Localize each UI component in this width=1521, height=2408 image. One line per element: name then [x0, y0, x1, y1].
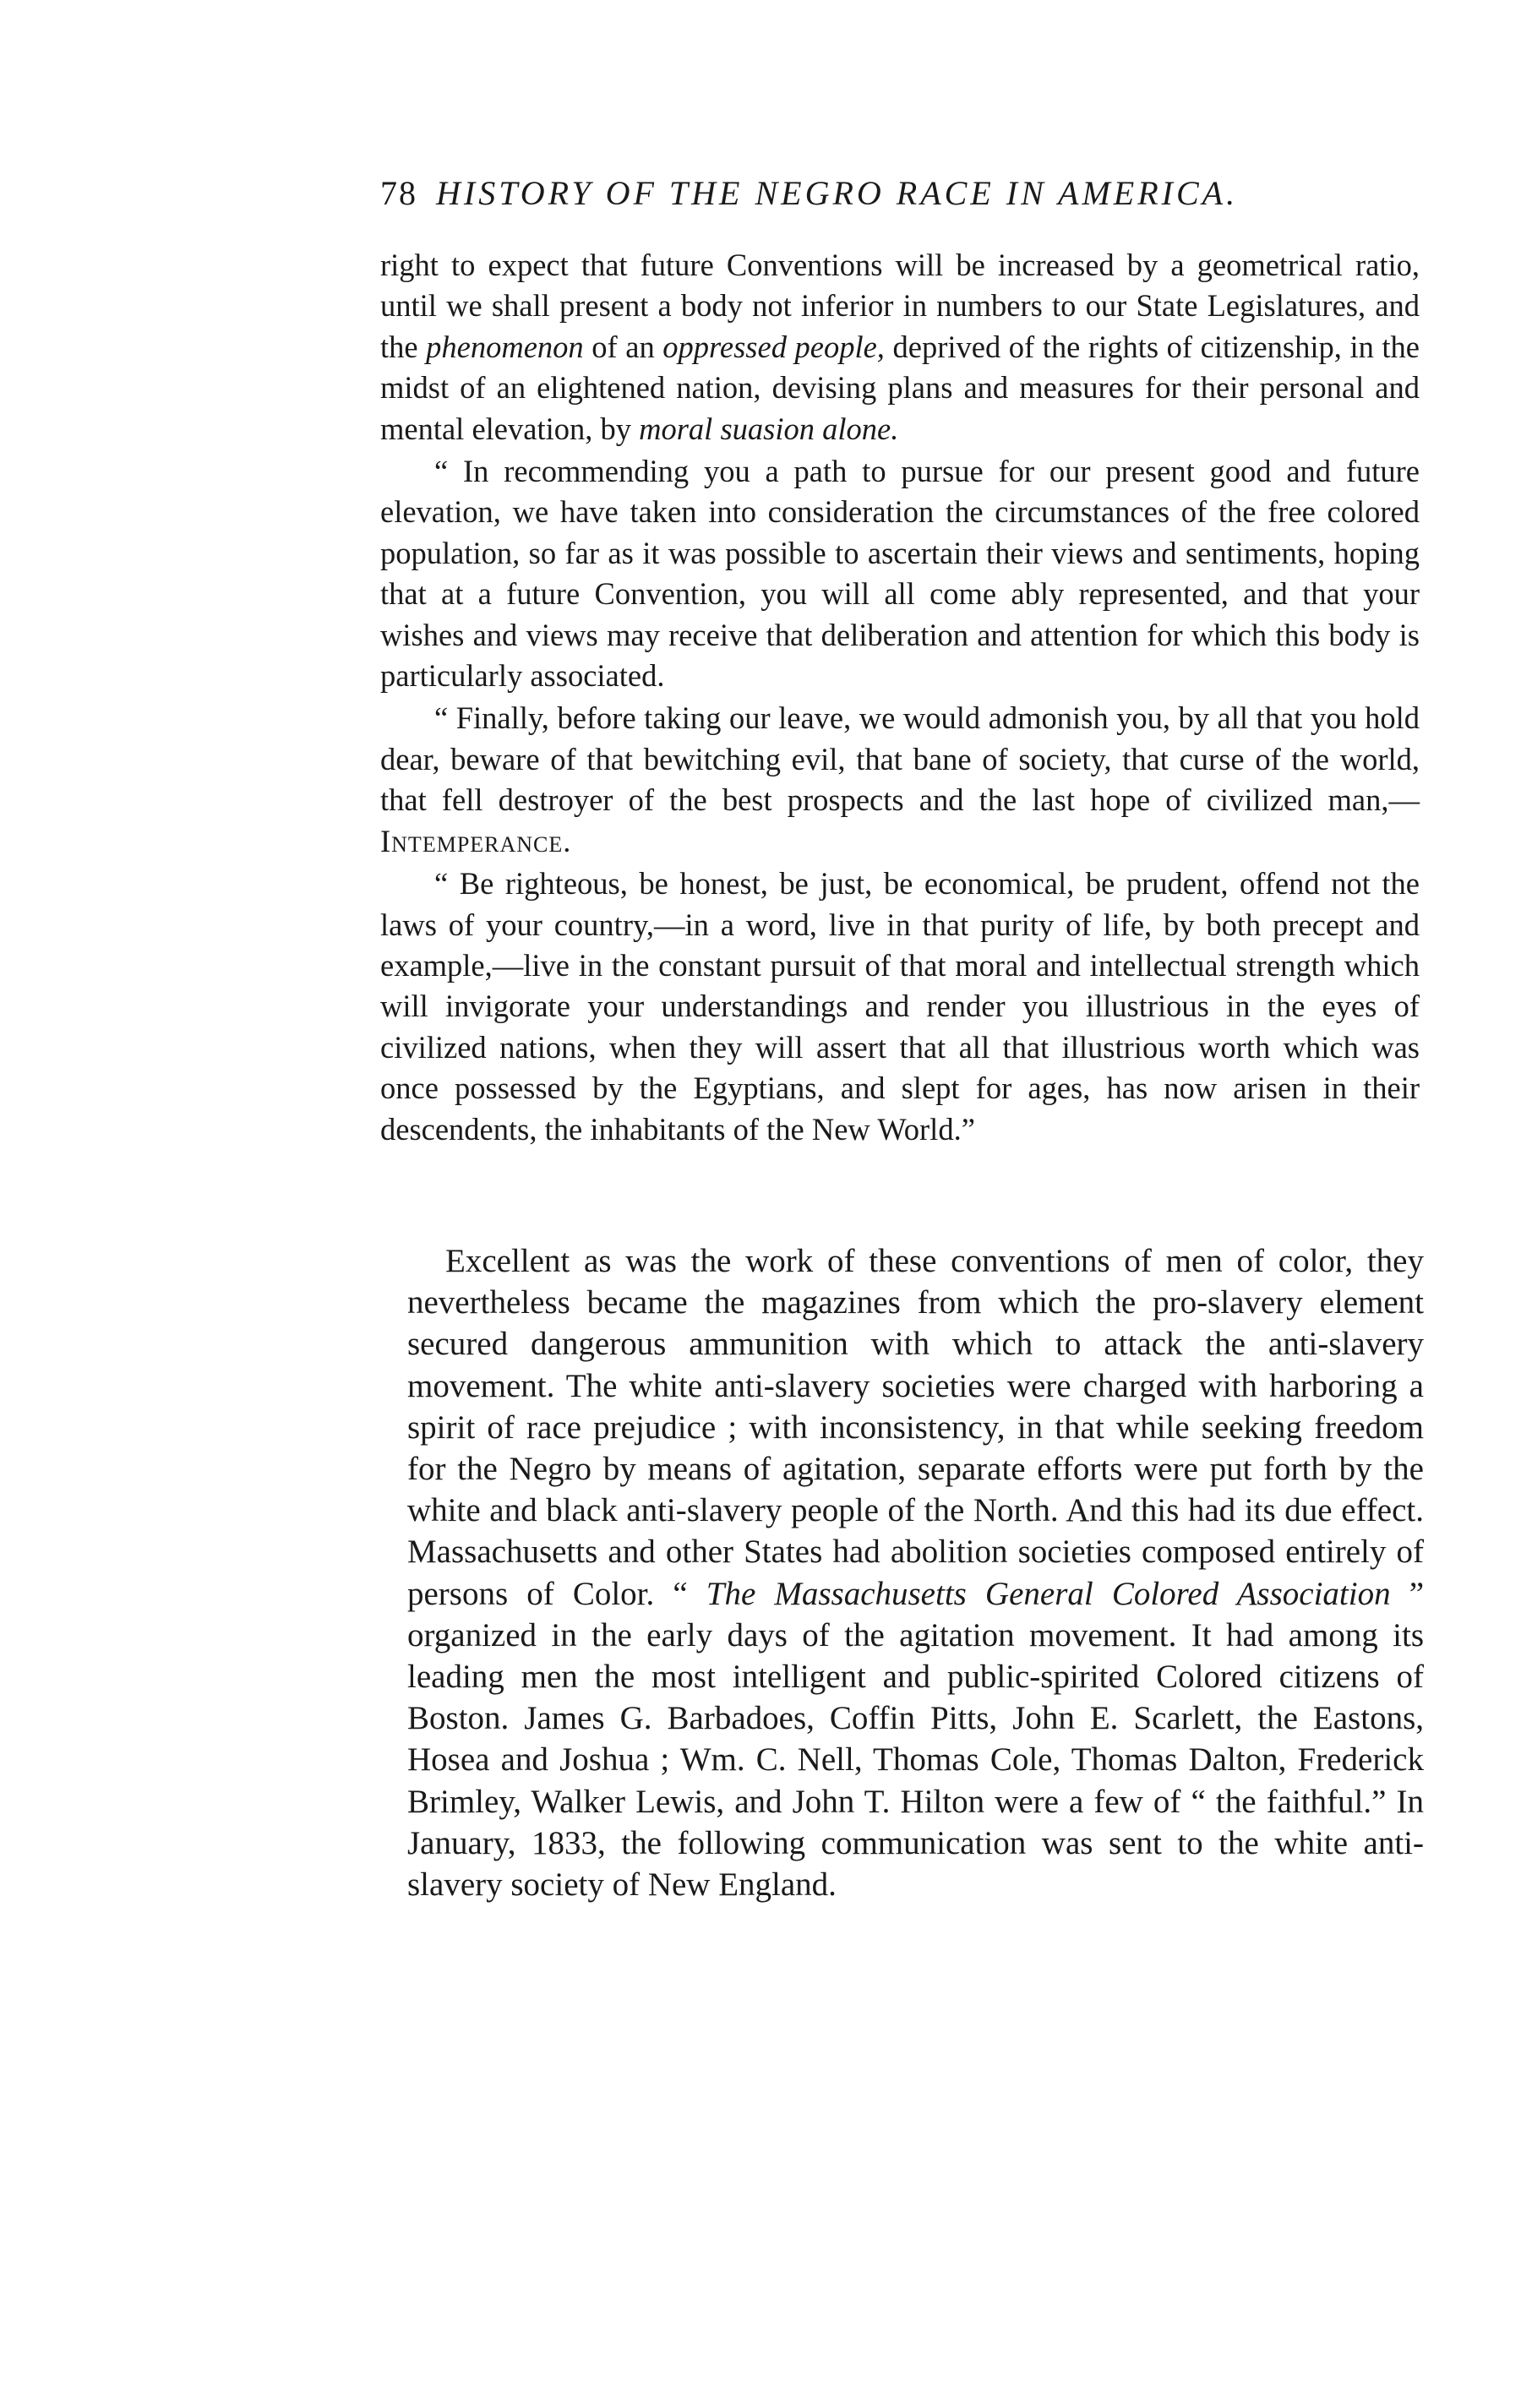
body-text-a: Excellent as was the work of these conventions of men of color, they nevertheless became the magazines from which the pro-slavery element secured dangerous ammunition with which to attack the anti-slavery movement. The white anti-slavery societies were charged with harboring a spirit of race prejudice ; with inconsistency, in that while seeking freedom for the Negro by means of agitation, separate efforts were put forth by the white and black anti-slavery people of the North. And this had its due effect. Massachusetts and other States had abolition societies composed entirely of persons of Color. “: [407, 1243, 1424, 1612]
quote-p1-text-c: deprived of the rights of citizenship, in the midst of an elightened nation, devising plans and measures for their personal and mental elevation, by: [380, 329, 1420, 446]
body-paragraph: [407, 1240, 1424, 1905]
quote-p1-emphasis-oppressed-people: oppressed people,: [662, 329, 885, 364]
quote-p1-text-b: of an: [583, 329, 663, 364]
quote-paragraph-4: “ Be righteous, be honest, be just, be economical, be prudent, offend not the laws of your country,—in a word, live in that purity of life, by both precept and example,—live in the constant pursuit of that moral and intellectual strength which will invigorate your understandings and render you illustrious in the eyes of civilized nations, when they will assert that all that illustrious worth which was once possessed by the Egyptians, and slept for ages, has now arisen in their descendents, the inhabitants of the New World.”: [380, 866, 1420, 1147]
body-text-b: ” organized in the early days of the agitation movement. It had among its leading men the most intelligent and public-spirited Colored citizens of Boston. James G. Barbadoes, Coffin Pitts, John E. Scarlett, the Eastons, Hosea and Joshua ; Wm. C. Nell, Thomas Cole, Thomas Dalton, Frederick Brimley, Walker Lewis, and John T. Hilton were a few of “ the faithful.” In January, 1833, the following communication was sent to the white anti-slavery society of New England.: [407, 1575, 1425, 1904]
body-emphasis-association-name: The Massachusetts General Colored Association: [706, 1575, 1391, 1612]
quote-paragraph-2: “ In recommending you a path to pursue for our present good and future elevation, we have taken into consideration the circumstances of the free colored population, so far as it was possible to ascertain their views and sentiments, hoping that at a future Convention, you will all come ably represented, and that your wishes and views may receive that deliberation and attention for which this body is particularly associated.: [380, 454, 1420, 694]
quote-paragraph-3: [380, 698, 1420, 862]
convention-address-quotation: [380, 245, 1420, 1150]
running-title: HISTORY OF THE NEGRO RACE IN AMERICA.: [436, 174, 1239, 212]
running-head: [380, 173, 1360, 213]
quote-p1-emphasis-phenomenon: phenomenon: [426, 329, 584, 364]
quote-paragraph-1: [380, 245, 1420, 449]
quote-p3-text: “ Finally, before taking our leave, we would admonish you, by all that you hold dear, beware of that bewitching evil, that bane of society, that curse of the world, that fell destroyer of the best prospects and the last hope of civilized man,—: [380, 700, 1420, 818]
main-text: [407, 1240, 1424, 1905]
page-number: 78: [380, 174, 417, 212]
quote-p1-emphasis-moral-suasion: moral suasion alone.: [639, 411, 899, 446]
quote-p3-intemperance: Intemperance.: [380, 823, 572, 858]
quote-p1-text-a: right to expect that future Conventions will be increased by a geometrical ratio, until we shall present a body not inferior in numbers to our State Legislatures, and the: [380, 248, 1420, 364]
